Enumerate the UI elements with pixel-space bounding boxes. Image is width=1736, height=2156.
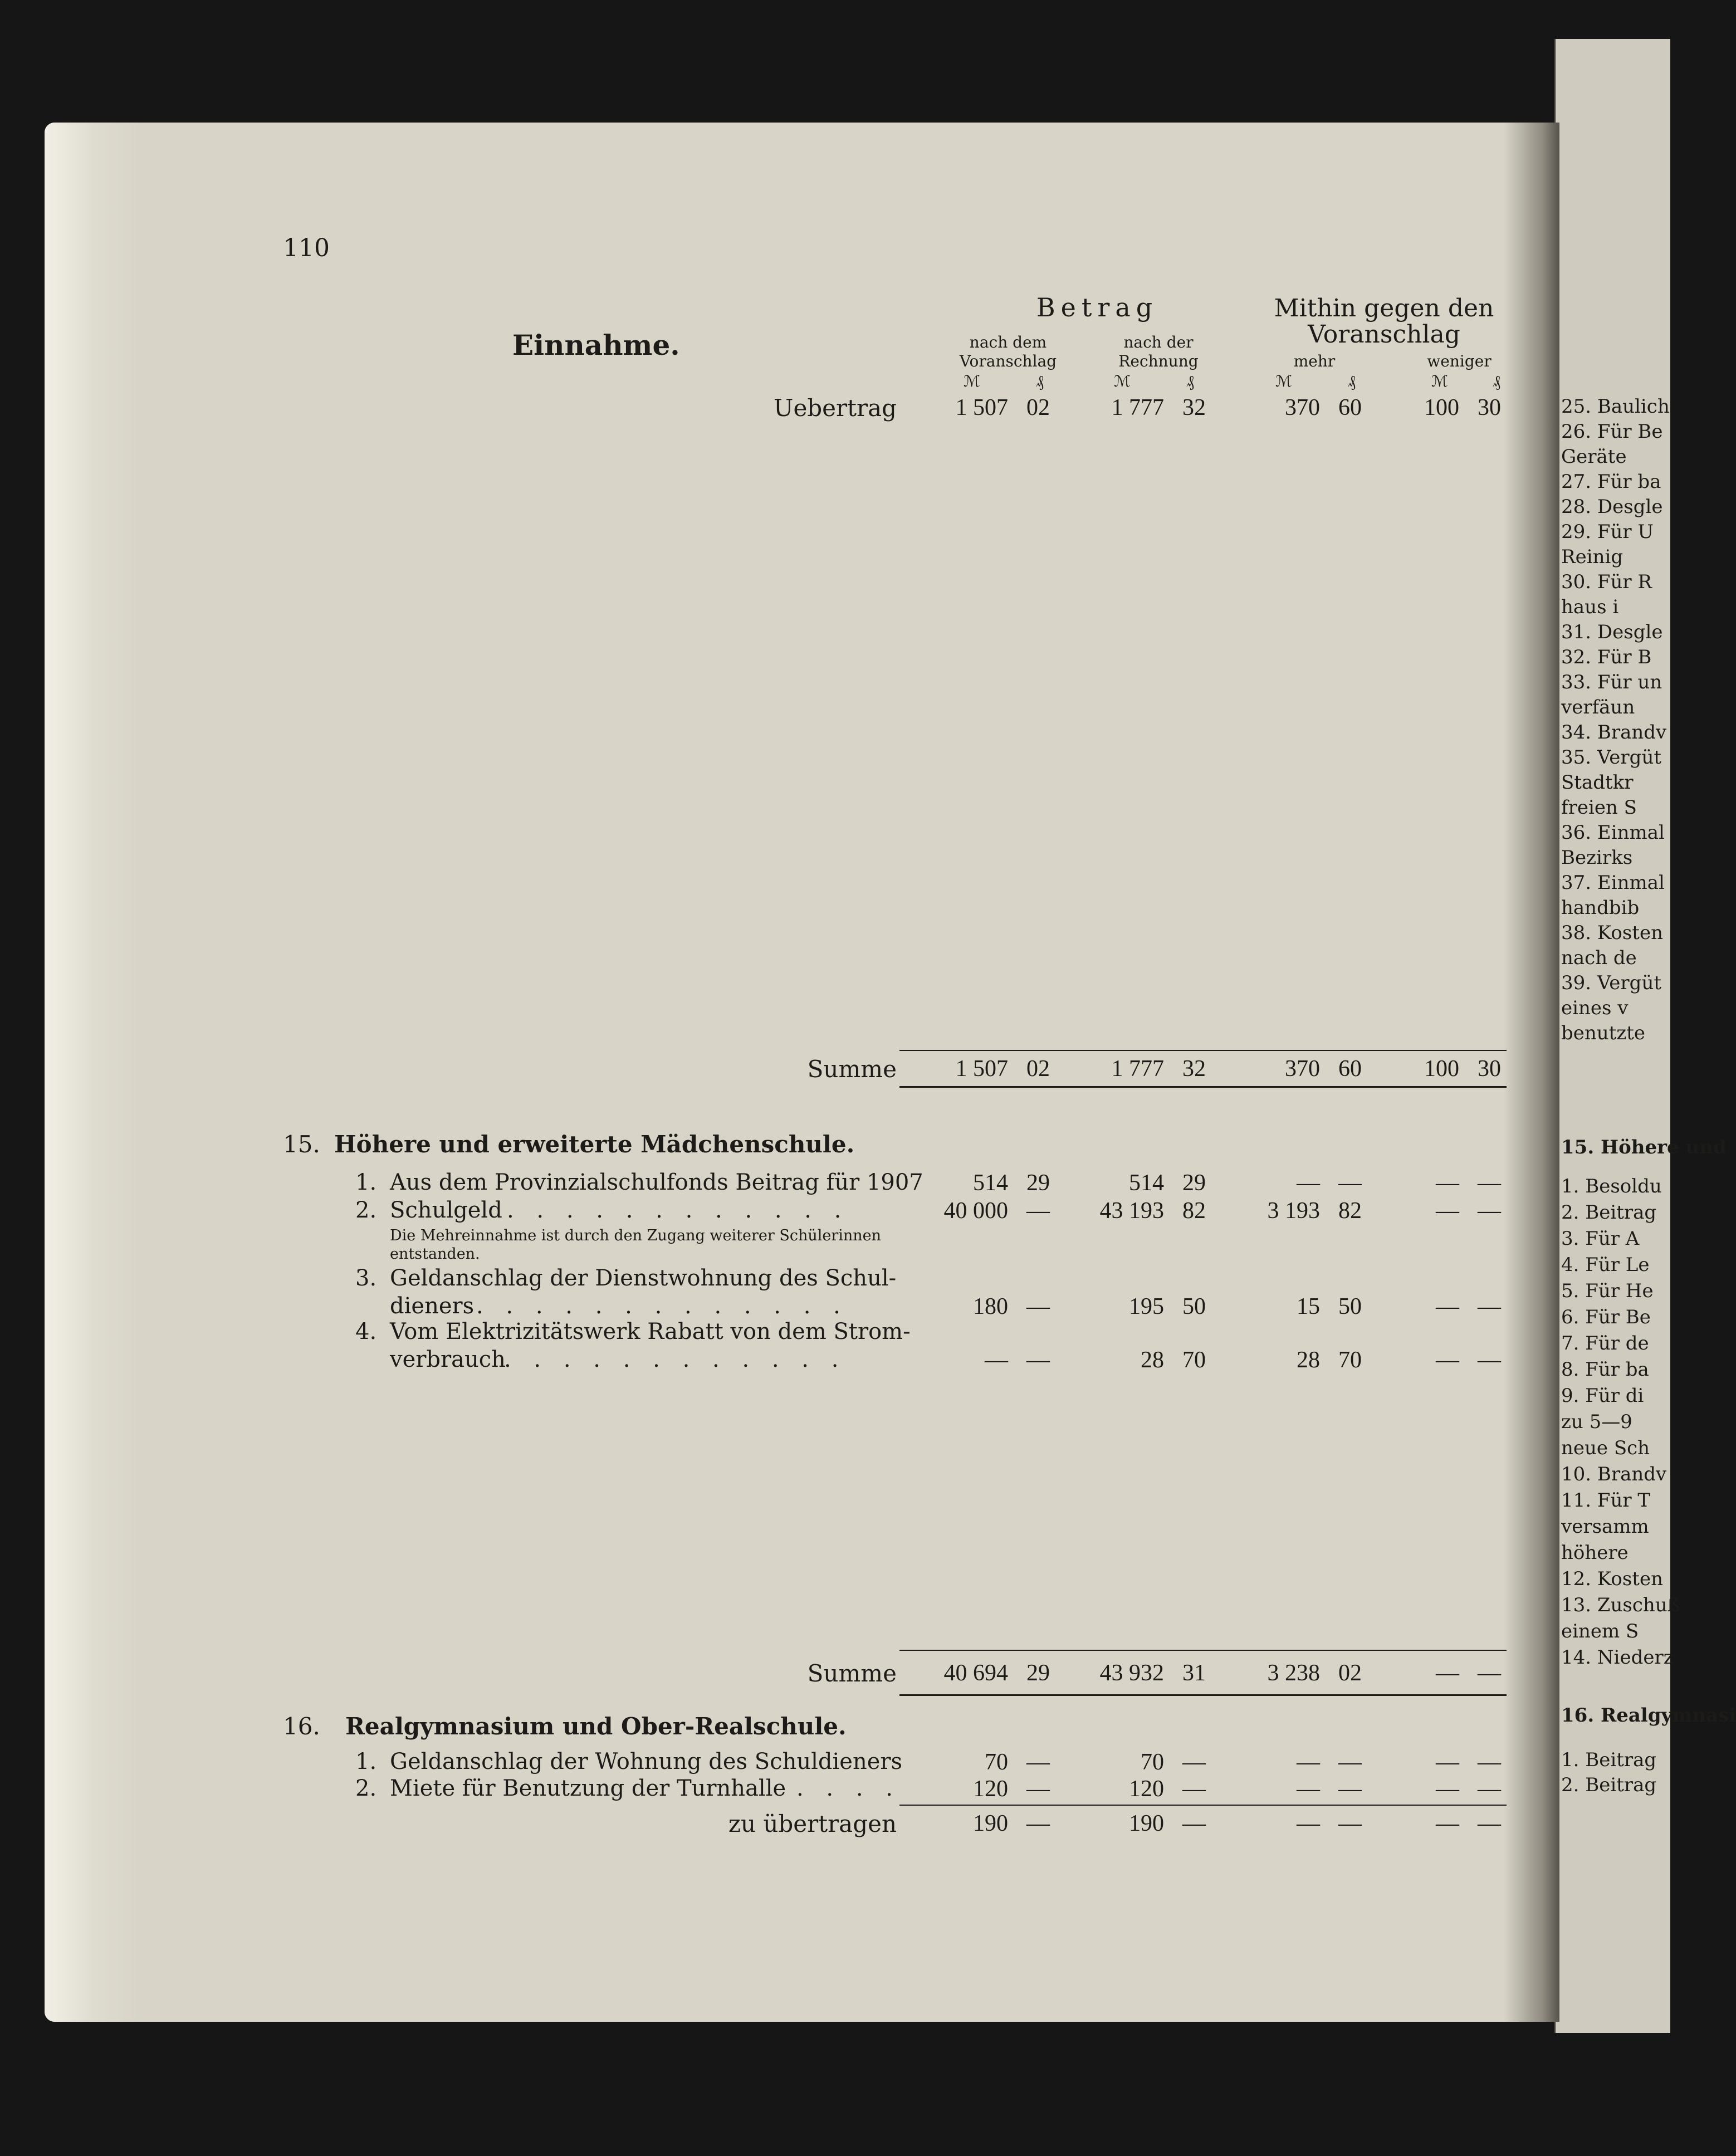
sec16-item1-a2: — [1026,1749,1050,1775]
page-number: 110 [283,234,330,262]
sec15-item1-c: — [1297,1170,1320,1196]
header-mithin: Mithin gegen den [1274,294,1494,322]
facing-line: neue Sch [1561,1437,1650,1459]
sec15-item4-b: 28 [1141,1347,1164,1373]
sec15-item3-d: — [1436,1294,1459,1319]
facing-line: 34. Brandv [1561,721,1667,744]
sec15-item2-c2: 82 [1338,1198,1362,1224]
sec15-item4-c2: 70 [1338,1347,1362,1373]
facing-line: eines v [1561,997,1629,1019]
currency-mark-2: ℳ [1114,372,1131,390]
sec15-item2-note-line1: Die Mehreinnahme ist durch den Zugang weiterer Schülerinnen [390,1227,882,1244]
facing-line: 1. Besoldu [1561,1175,1662,1197]
summe1-b: 1 777 [1111,1056,1164,1082]
book-gutter [1504,123,1559,2022]
facing-line: 38. Kosten [1561,922,1663,944]
facing-line: Reinig [1561,546,1623,568]
currency-mark-3: ℳ [1275,372,1292,390]
currency-pf-4: ₰ [1493,372,1500,390]
sec15-item3-c: 15 [1297,1294,1320,1319]
sec15-item1-d2: — [1478,1170,1501,1196]
facing-line: 7. Für de [1561,1332,1649,1355]
total-d: — [1436,1811,1459,1836]
summe1-label: Summe [807,1055,897,1083]
summe1-bottom-rule [899,1086,1507,1088]
summe1-c2: 60 [1338,1056,1362,1082]
currency-pf-1: ₰ [1036,372,1044,390]
currency-pf-3: ₰ [1348,372,1356,390]
sec15-item1-d: — [1436,1170,1459,1196]
sec16-number: 16. [283,1713,320,1740]
sec16-item1-b: 70 [1141,1749,1164,1775]
sec15-item2-d2: — [1478,1198,1501,1224]
summe15-c2: 02 [1338,1660,1362,1686]
sec15-item2-d: — [1436,1198,1459,1224]
total-top-rule [899,1805,1507,1806]
header-nach-dem: nach dem [969,333,1047,351]
summe15-bottom-rule [899,1694,1507,1696]
facing-line: 12. Kosten [1561,1568,1663,1590]
sec15-item3-d2: — [1478,1294,1501,1319]
sec16-item1-d: — [1436,1749,1459,1775]
sec15-title: Höhere und erweiterte Mädchenschule. [334,1131,855,1158]
total-c2: — [1338,1811,1362,1836]
sec15-item4-text2: verbrauch [390,1347,506,1372]
facing-line: benutzte [1561,1022,1646,1044]
summe15-label: Summe [807,1660,897,1687]
summe1-c: 370 [1285,1056,1320,1082]
facing-section-16: 16. Realgymnasi [1561,1704,1736,1727]
facing-line: 5. Für He [1561,1280,1654,1302]
facing-line: 10. Brandv [1561,1463,1667,1485]
facing-line: 36. Einmal [1561,822,1665,844]
facing-line: 11. Für T [1561,1489,1651,1512]
total-label: zu übertragen [728,1810,897,1837]
sec15-item3-leader: . . . . . . . . . . . . . [476,1293,848,1319]
uebertrag-a: 1 507 [955,395,1008,421]
summe15-d: — [1436,1660,1459,1686]
total-b2: — [1182,1811,1206,1836]
facing-line: 33. Für un [1561,671,1662,693]
facing-line: 37. Einmal [1561,872,1665,894]
header-mehr: mehr [1293,352,1336,370]
facing-line: 6. Für Be [1561,1306,1651,1328]
facing-line: zu 5—9 [1561,1411,1632,1433]
summe1-top-rule [899,1050,1507,1051]
header-betrag: Betrag [1036,292,1158,322]
facing-line: Stadtkr [1561,771,1634,794]
page-edge [45,123,139,2022]
sec15-item2-c: 3 193 [1267,1198,1320,1224]
sec15-number: 15. [283,1131,320,1158]
sec15-item3-c2: 50 [1338,1294,1362,1319]
sec15-item2-text: Schulgeld [390,1197,502,1223]
sec16-item2-d2: — [1478,1776,1501,1802]
sec16-item1-c: — [1297,1749,1320,1775]
sec16-item2-num: 2. [355,1776,377,1801]
uebertrag-a2: 02 [1026,395,1050,421]
sec15-item4-d2: — [1478,1347,1501,1373]
facing-line: 30. Für R [1561,571,1652,593]
summe1-a2: 02 [1026,1056,1050,1082]
sec15-item2-leader: . . . . . . . . . . . . [507,1197,849,1223]
summe15-b2: 31 [1182,1660,1206,1686]
facing-line: Bezirks [1561,847,1633,869]
uebertrag-d: 100 [1424,395,1459,421]
sec16-item2-a: 120 [973,1776,1008,1802]
currency-mark-1: ℳ [964,372,980,390]
sec15-item4-d: — [1436,1347,1459,1373]
header-weniger: weniger [1427,352,1492,370]
facing-line: handbib [1561,897,1640,919]
uebertrag-c: 370 [1285,395,1320,421]
sec15-item2-a: 40 000 [943,1198,1008,1224]
summe15-c: 3 238 [1267,1660,1320,1686]
sec15-item4-num: 4. [355,1319,377,1345]
sec15-item3-b2: 50 [1182,1294,1206,1319]
summe1-b2: 32 [1182,1056,1206,1082]
facing-line: einem S [1561,1620,1639,1642]
sec15-item1-b2: 29 [1182,1170,1206,1196]
sec16-item2-b: 120 [1129,1776,1164,1802]
uebertrag-c2: 60 [1338,395,1362,421]
sec16-item2-d: — [1436,1776,1459,1802]
summe1-d2: 30 [1478,1056,1501,1082]
sec16-item2-text: Miete für Benutzung der Turnhalle [390,1776,786,1801]
sec15-item1-b: 514 [1129,1170,1164,1196]
page-title: Einnahme. [512,329,680,361]
sec15-item3-a: 180 [973,1294,1008,1319]
sec15-item3-b: 195 [1129,1294,1164,1319]
facing-page [1554,39,1736,2033]
uebertrag-b: 1 777 [1111,395,1164,421]
currency-pf-2: ₰ [1186,372,1194,390]
facing-line: 31. Desgle [1561,621,1663,643]
sec15-item3-text2: dieners [390,1293,475,1319]
sec15-item2-b: 43 193 [1099,1198,1164,1224]
facing-line: 32. Für B [1561,646,1652,668]
facing-line: 1. Beitrag [1561,1749,1657,1771]
facing-line: 9. Für di [1561,1385,1644,1407]
sec15-item2-a2: — [1026,1198,1050,1224]
facing-line: 4. Für Le [1561,1254,1650,1276]
facing-line: 8. Für ba [1561,1358,1649,1381]
facing-line: haus i [1561,596,1619,618]
sec16-item2-a2: — [1026,1776,1050,1802]
currency-mark-4: ℳ [1431,372,1448,390]
total-c: — [1297,1811,1320,1836]
sec15-item4-text: Vom Elektrizitätswerk Rabatt von dem Strom- [390,1319,911,1345]
facing-line: 39. Vergüt [1561,972,1662,994]
sec16-item1-text: Geldanschlag der Wohnung des Schuldieners [390,1749,903,1774]
sec15-item4-a: — [985,1347,1008,1373]
sec16-item1-a: 70 [985,1749,1008,1775]
sec15-item1-a2: 29 [1026,1170,1050,1196]
sec16-item2-c2: — [1338,1776,1362,1802]
total-d2: — [1478,1811,1501,1836]
summe15-b: 43 932 [1099,1660,1164,1686]
sec16-title: Realgymnasium und Ober-Realschule. [345,1713,847,1740]
facing-section-15: 15. Höhere und [1561,1136,1727,1158]
uebertrag-b2: 32 [1182,395,1206,421]
summe15-d2: — [1478,1660,1501,1686]
facing-line: freien S [1561,796,1637,819]
sec15-item4-c: 28 [1297,1347,1320,1373]
sec15-item1-num: 1. [355,1170,377,1195]
sec15-item2-note-line2: entstanden. [390,1245,480,1263]
sec15-item3-num: 3. [355,1265,377,1291]
facing-line: 13. Zuschuß [1561,1594,1680,1616]
sec16-item2-b2: — [1182,1776,1206,1802]
sec16-item1-c2: — [1338,1749,1362,1775]
header-rechnung: Rechnung [1118,352,1199,370]
facing-line: 3. Für A [1561,1228,1640,1250]
facing-line: nach de [1561,947,1637,969]
summe15-a2: 29 [1026,1660,1050,1686]
facing-line: 2. Beitrag [1561,1774,1657,1796]
sec16-item1-d2: — [1478,1749,1501,1775]
facing-line: 25. Baulich [1561,395,1670,418]
summe15-a: 40 694 [943,1660,1008,1686]
sec15-item4-b2: 70 [1182,1347,1206,1373]
facing-line: 35. Vergüt [1561,746,1662,769]
header-voranschlag-top: Voranschlag [1308,320,1460,349]
sec16-item2-c: — [1297,1776,1320,1802]
sec15-item1-text: Aus dem Provinzialschulfonds Beitrag für 1907 [390,1170,923,1195]
facing-line: 2. Beitrag [1561,1201,1657,1224]
facing-line: 27. Für ba [1561,471,1661,493]
sec15-item4-a2: — [1026,1347,1050,1373]
uebertrag-d2: 30 [1478,395,1501,421]
summe15-top-rule [899,1650,1507,1651]
total-a: 190 [973,1811,1008,1836]
facing-line: 14. Niederz [1561,1646,1674,1669]
sec15-item2-b2: 82 [1182,1198,1206,1224]
summe1-d: 100 [1424,1056,1459,1082]
facing-line: verfäun [1561,696,1635,718]
total-b: 190 [1129,1811,1164,1836]
header-voranschlag: Voranschlag [959,352,1057,370]
sec15-item1-a: 514 [973,1170,1008,1196]
facing-line: 29. Für U [1561,521,1654,543]
sec16-item1-b2: — [1182,1749,1206,1775]
summe1-a: 1 507 [955,1056,1008,1082]
header-nach-der: nach der [1123,333,1194,351]
facing-line: 26. Für Be [1561,421,1663,443]
sec15-item2-num: 2. [355,1197,377,1223]
sec15-item1-c2: — [1338,1170,1362,1196]
uebertrag-label: Uebertrag [774,394,897,422]
facing-line: höhere [1561,1542,1629,1564]
sec16-item1-num: 1. [355,1749,377,1774]
sec15-item4-leader: . . . . . . . . . . . . [504,1347,847,1372]
facing-line: Geräte [1561,446,1627,468]
sec16-item2-leader: . . . . [796,1776,901,1801]
total-a2: — [1026,1811,1050,1836]
sec15-item3-text: Geldanschlag der Dienstwohnung des Schul- [390,1265,897,1291]
facing-line: versamm [1561,1515,1649,1538]
facing-line: 28. Desgle [1561,496,1663,518]
sec15-item3-a2: — [1026,1294,1050,1319]
